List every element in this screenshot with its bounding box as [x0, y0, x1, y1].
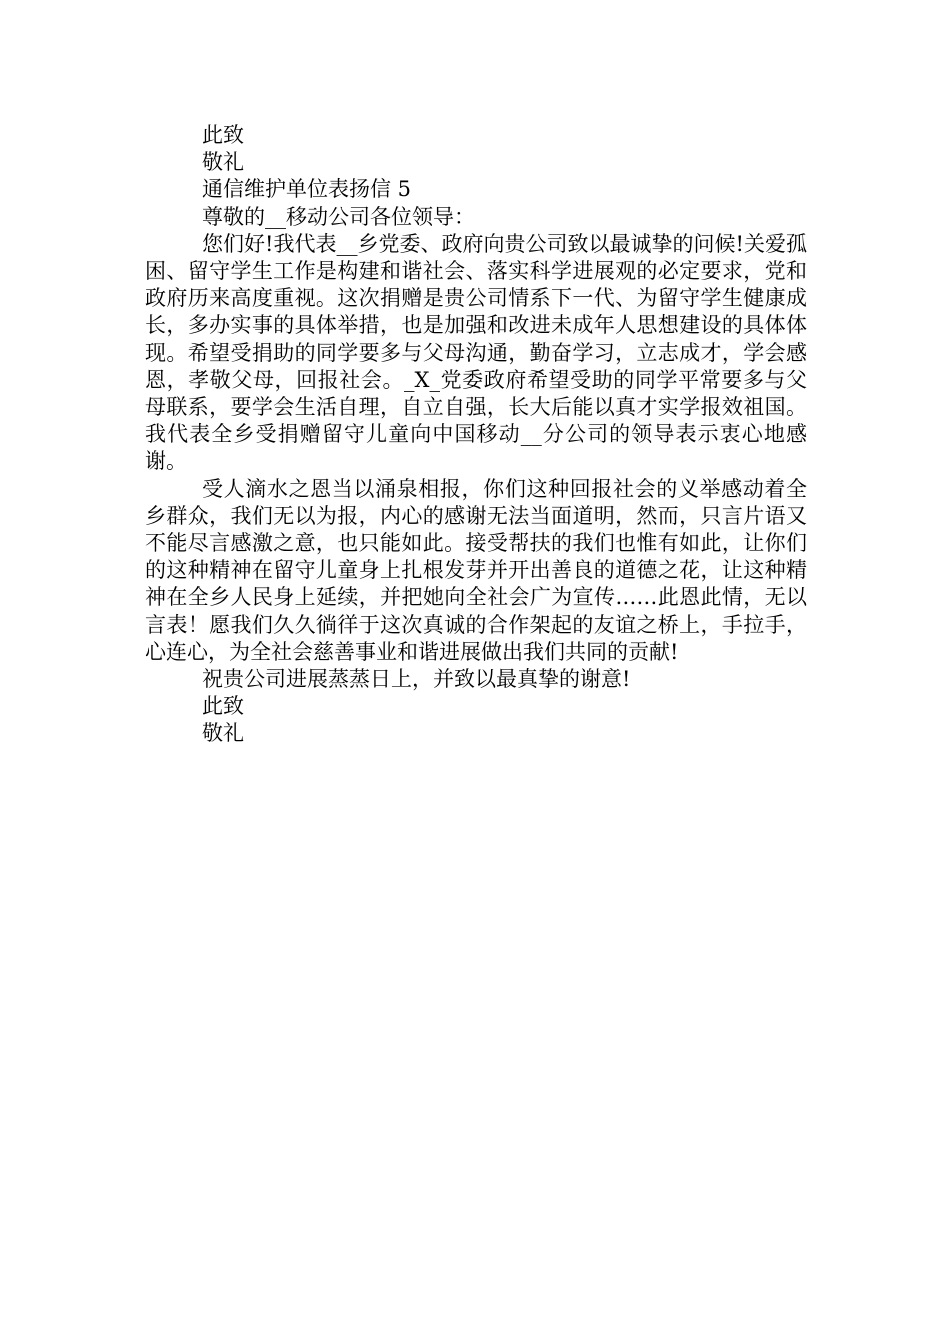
paragraph-1: 您们好!我代表__乡党委、政府向贵公司致以最诚挚的问候!关爱孤困、留守学生工作是构建和谐社会、落实科学进展观的必定要求，党和政府历来高度重视。这次捐赠是贵公司情系下一代、为留守学生健康成长，多办实事的具体举措，也是加强和改进未成年人思想建设的具体体现。希望受捐助的同学要多与父母沟通，勤奋学习，立志成才，学会感恩，孝敬父母，回报社会。_X_党委政府希望受助的同学平常要多与父母联系，要学会生活自理，自立自强，长大后能以真才实学报效祖国。我代表全乡受捐赠留守儿童向中国移动__分公司的领导表示衷心地感谢。	[145, 231, 807, 474]
paragraph-2: 受人滴水之恩当以涌泉相报，你们这种回报社会的义举感动着全乡群众，我们无以为报，内心的感谢无法当面道明，然而，只言片语又不能尽言感激之意，也只能如此。接受帮扶的我们也惟有如此，让你们的这种精神在留守儿童身上扎根发芽并开出善良的道德之花，让这种精神在全乡人民身上延续，并把她向全社会广为宣传……此恩此情，无以言表！愿我们久久徜徉于这次真诚的合作架起的友谊之桥上，手拉手，心连心，为全社会慈善事业和谐进展做出我们共同的贡献!	[145, 476, 807, 664]
closing-line-2: 此致	[202, 694, 244, 719]
wish-line: 祝贵公司进展蒸蒸日上，并致以最真挚的谢意!	[202, 667, 631, 692]
letter-heading: 通信维护单位表扬信 5	[202, 177, 412, 202]
salutation-line: 敬礼	[202, 150, 244, 175]
letter-body	[145, 122, 807, 748]
closing-line: 此致	[202, 123, 244, 147]
salutation-line-2: 敬礼	[202, 721, 244, 746]
letter-greeting: 尊敬的__移动公司各位领导：	[202, 204, 475, 229]
